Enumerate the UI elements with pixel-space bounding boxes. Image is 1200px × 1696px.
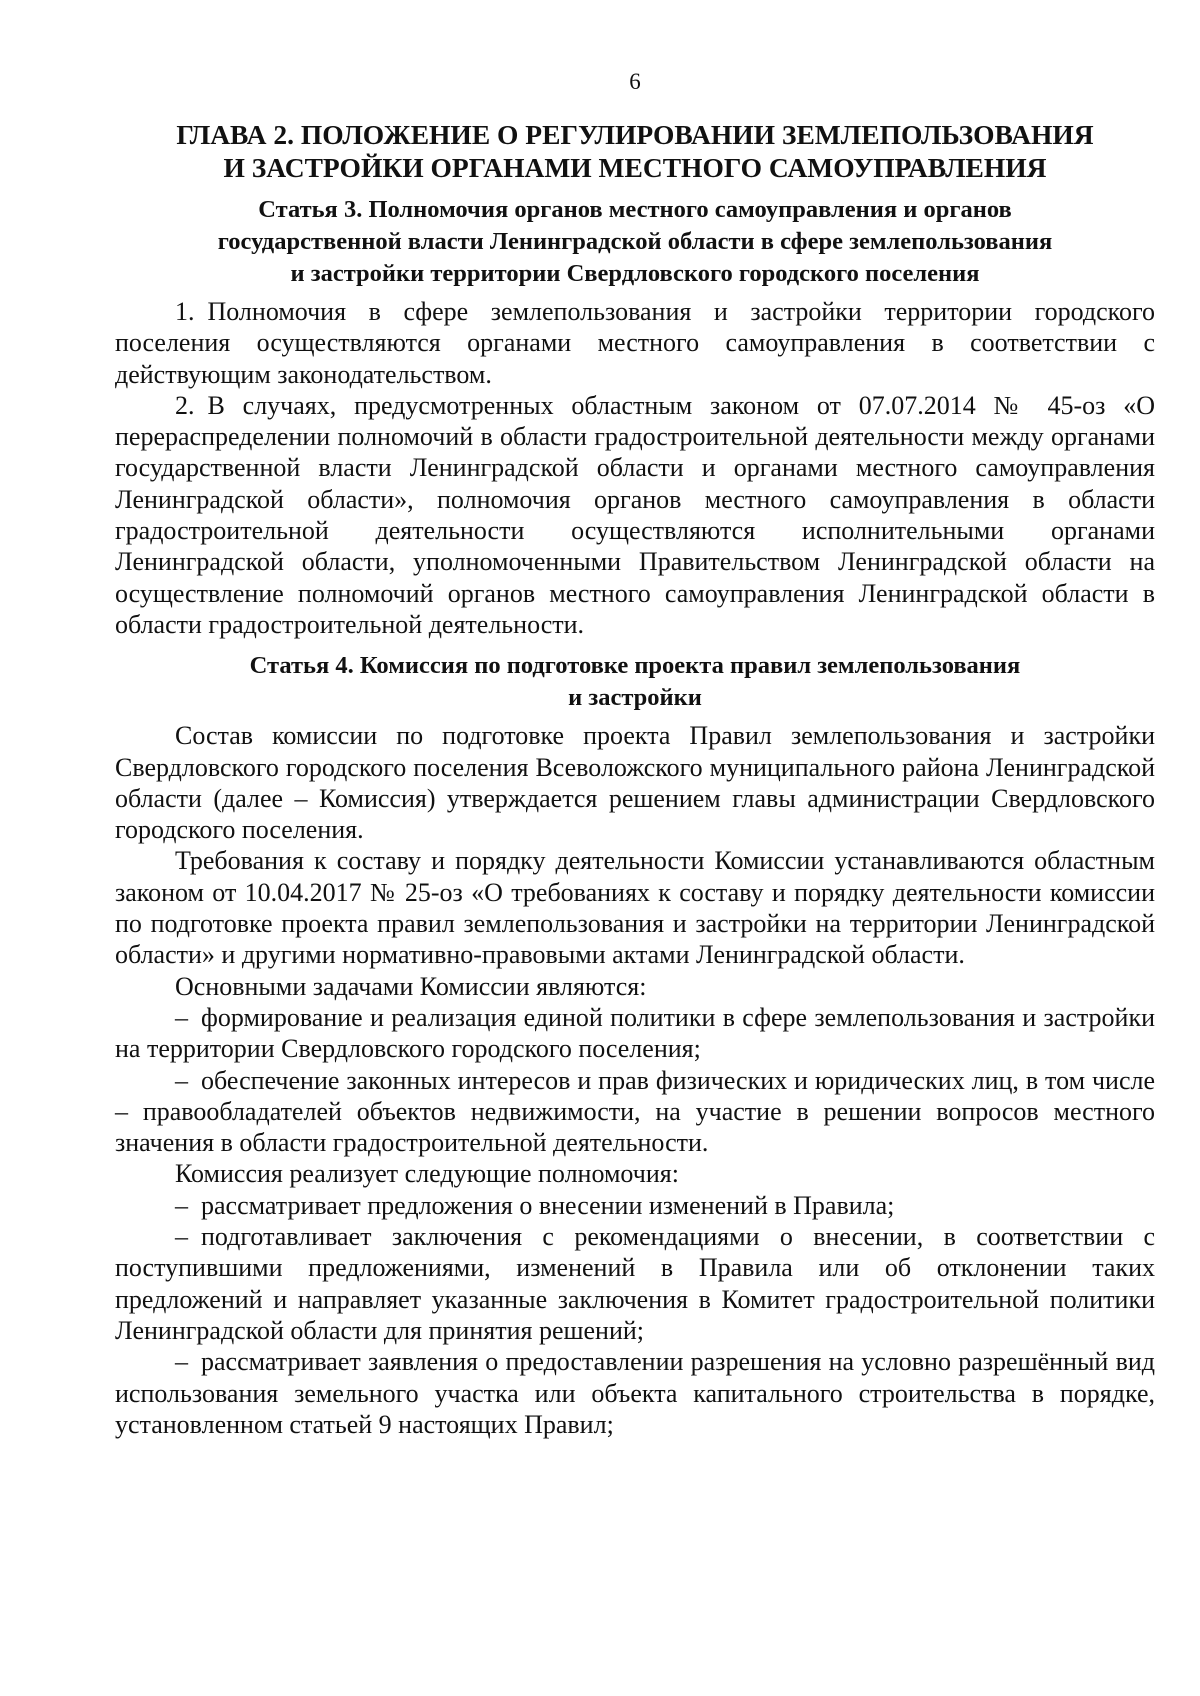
article-3-title-line-1: Статья 3. Полномочия органов местного самоуправления и органов	[258, 196, 1012, 223]
article-4-paragraph-4: Комиссия реализует следующие полномочия:	[175, 1159, 679, 1189]
article-4-list-item-2: – обеспечение законных интересов и прав физических и юридических лиц, в том числе – правообладателей объектов недвижимости, на участие в решении вопросов местного значения в области градостроительной деятельности.	[115, 1065, 1155, 1158]
document-page	[115, 68, 1155, 1440]
article-4-list-item-1: – формирование и реализация единой политики в сфере землепользования и застройки на территории Свердловского городского поселения;	[115, 1002, 1155, 1064]
chapter-title-line-2: И ЗАСТРОЙКИ ОРГАНАМИ МЕСТНОГО САМОУПРАВЛЕНИЯ	[223, 152, 1047, 183]
article-4-list-item-4: – подготавливает заключения с рекомендациями о внесении, в соответствии с поступившими предложениями, изменений в Правила или об отклонении таких предложений и направляет указанные заключения в Комитет градостроительной политики Ленинградской области для принятия решений;	[115, 1222, 1155, 1345]
article-4-paragraph-3: Основными задачами Комиссии являются:	[175, 971, 647, 1001]
article-3-title-line-2: государственной власти Ленинградской области в сфере землепользования	[217, 228, 1053, 255]
article-3-paragraph-1: 1. Полномочия в сфере землепользования и застройки территории городского поселения осуществляются органами местного самоуправления в соответствии с действующим законодательством.	[115, 297, 1155, 389]
article-4-list-item-3: – рассматривает предложения о внесении изменений в Правила;	[175, 1190, 895, 1220]
article-4-title-line-2: и застройки	[568, 684, 702, 712]
article-3-title-line-3: и застройки территории Свердловского городского поселения	[290, 260, 980, 287]
article-4-paragraph-1: Состав комиссии по подготовке проекта Правил землепользования и застройки Свердловского городского поселения Всеволожского муниципального района Ленинградской области (далее – Комиссия) утверждается решением главы администрации Свердловского городского поселения.	[115, 721, 1155, 845]
page-number: 6	[629, 69, 641, 94]
article-4-list-item-5: – рассматривает заявления о предоставлении разрешения на условно разрешённый вид использования земельного участка или объекта капитального строительства в порядке, установленном статьей 9 настоящих Правил;	[115, 1347, 1155, 1439]
article-3-title	[115, 194, 1155, 290]
chapter-title	[115, 118, 1155, 184]
chapter-title-line-1: ГЛАВА 2. ПОЛОЖЕНИЕ О РЕГУЛИРОВАНИИ ЗЕМЛЕПОЛЬЗОВАНИЯ	[176, 119, 1094, 150]
article-4-paragraph-2: Требования к составу и порядку деятельности Комиссии устанавливаются областным законом от 10.04.2017 № 25-оз «О требованиях к составу и порядку деятельности комиссии по подготовке проекта правил землепользования и застройки на территории Ленинградской области» и другими нормативно-правовыми актами Ленинградской области.	[115, 846, 1155, 970]
article-4-title	[115, 650, 1155, 714]
article-4-title-line-1: Статья 4. Комиссия по подготовке проекта правил землепользования	[249, 652, 1021, 680]
article-3-paragraph-2: 2. В случаях, предусмотренных областным законом от 07.07.2014 № 45-оз «О перераспределении полномочий в области градостроительной деятельности между органами государственной власти Ленинградской области и органами местного самоуправления Ленинградской области», полномочия органов местного самоуправления в области градостроительной деятельности осуществляются исполнительными органами Ленинградской области, уполномоченными Правительством Ленинградской области на осуществление полномочий органов местного самоуправления Ленинградской области в области градостроительной деятельности.	[115, 390, 1155, 639]
